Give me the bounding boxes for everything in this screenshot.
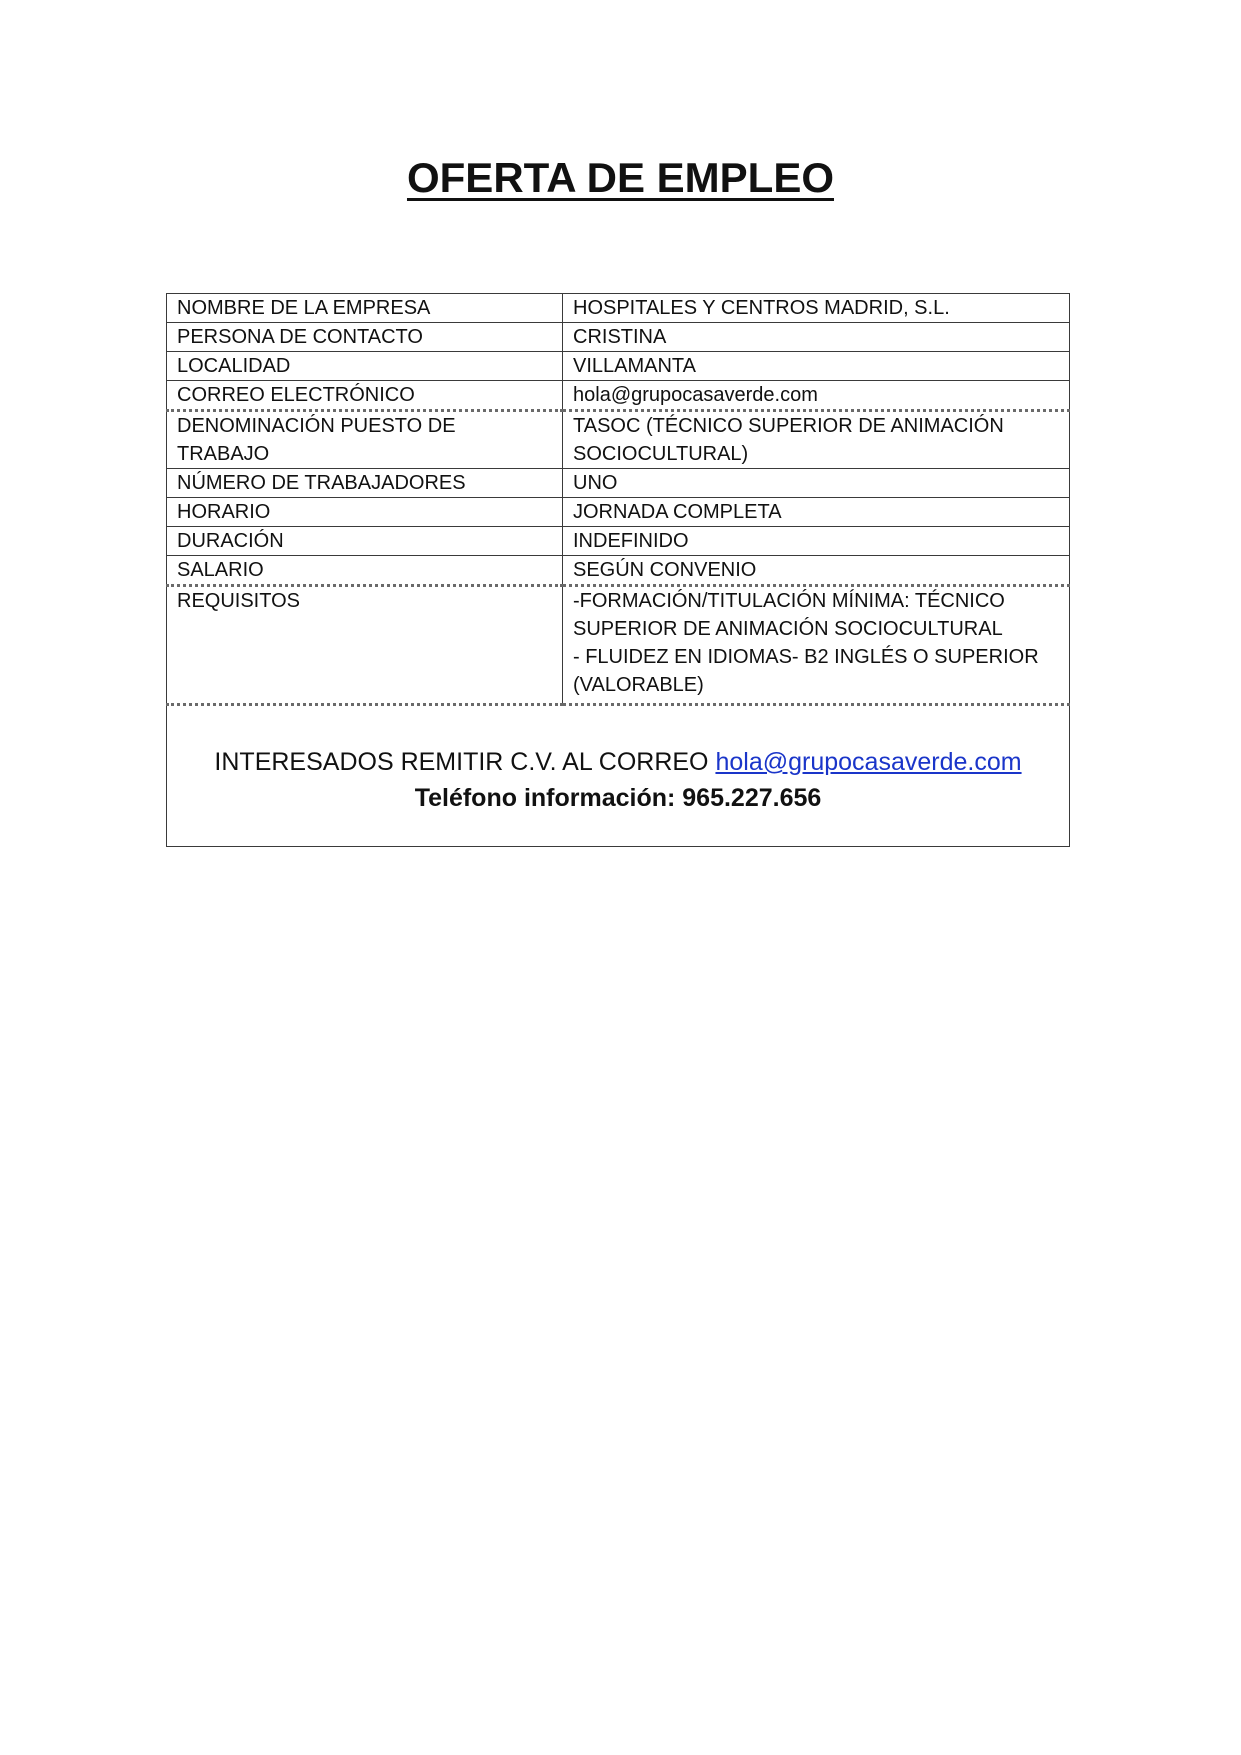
label-duration: DURACIÓN [167, 527, 563, 556]
table-row-footer [167, 705, 1070, 847]
table-row-company [167, 294, 1070, 323]
contact-footer [167, 705, 1070, 847]
label-requirements: REQUISITOS [167, 586, 563, 705]
value-company: HOSPITALES Y CENTROS MADRID, S.L. [563, 294, 1070, 323]
table-row-requirements [167, 586, 1070, 705]
label-workers: NÚMERO DE TRABAJADORES [167, 469, 563, 498]
cv-instruction [177, 744, 1059, 780]
value-location: VILLAMANTA [563, 352, 1070, 381]
table-row-workers [167, 469, 1070, 498]
label-email: CORREO ELECTRÓNICO [167, 381, 563, 411]
value-requirements [563, 586, 1070, 705]
email-link[interactable]: hola@grupocasaverde.com [715, 748, 1022, 776]
label-location: LOCALIDAD [167, 352, 563, 381]
phone-info: Teléfono información: 965.227.656 [414, 784, 822, 812]
value-workers: UNO [563, 469, 1070, 498]
cv-instruction-text: INTERESADOS REMITIR C.V. AL CORREO [214, 748, 716, 776]
table-row-schedule [167, 498, 1070, 527]
job-offer-table [166, 293, 1070, 847]
table-row-location [167, 352, 1070, 381]
value-schedule: JORNADA COMPLETA [563, 498, 1070, 527]
requirement-item: -FORMACIÓN/TITULACIÓN MÍNIMA: TÉCNICO SUPERIOR DE ANIMACIÓN SOCIOCULTURAL [573, 590, 1005, 640]
value-duration: INDEFINIDO [563, 527, 1070, 556]
requirement-item: - FLUIDEZ EN IDIOMAS- B2 INGLÉS O SUPERIOR (VALORABLE) [573, 646, 1039, 696]
table-row-duration [167, 527, 1070, 556]
page-title-text: OFERTA DE EMPLEO [406, 154, 834, 201]
value-contact: CRISTINA [563, 323, 1070, 352]
table-row-contact [167, 323, 1070, 352]
value-position: TASOC (TÉCNICO SUPERIOR DE ANIMACIÓN SOCIOCULTURAL) [563, 411, 1070, 469]
label-salary: SALARIO [167, 556, 563, 586]
table-row-email [167, 381, 1070, 411]
label-position: DENOMINACIÓN PUESTO DE TRABAJO [167, 411, 563, 469]
label-company: NOMBRE DE LA EMPRESA [167, 294, 563, 323]
table-row-position [167, 411, 1070, 469]
page-title [0, 150, 1241, 206]
value-email: hola@grupocasaverde.com [563, 381, 1070, 411]
label-schedule: HORARIO [167, 498, 563, 527]
value-salary: SEGÚN CONVENIO [563, 556, 1070, 586]
label-contact: PERSONA DE CONTACTO [167, 323, 563, 352]
table-row-salary [167, 556, 1070, 586]
